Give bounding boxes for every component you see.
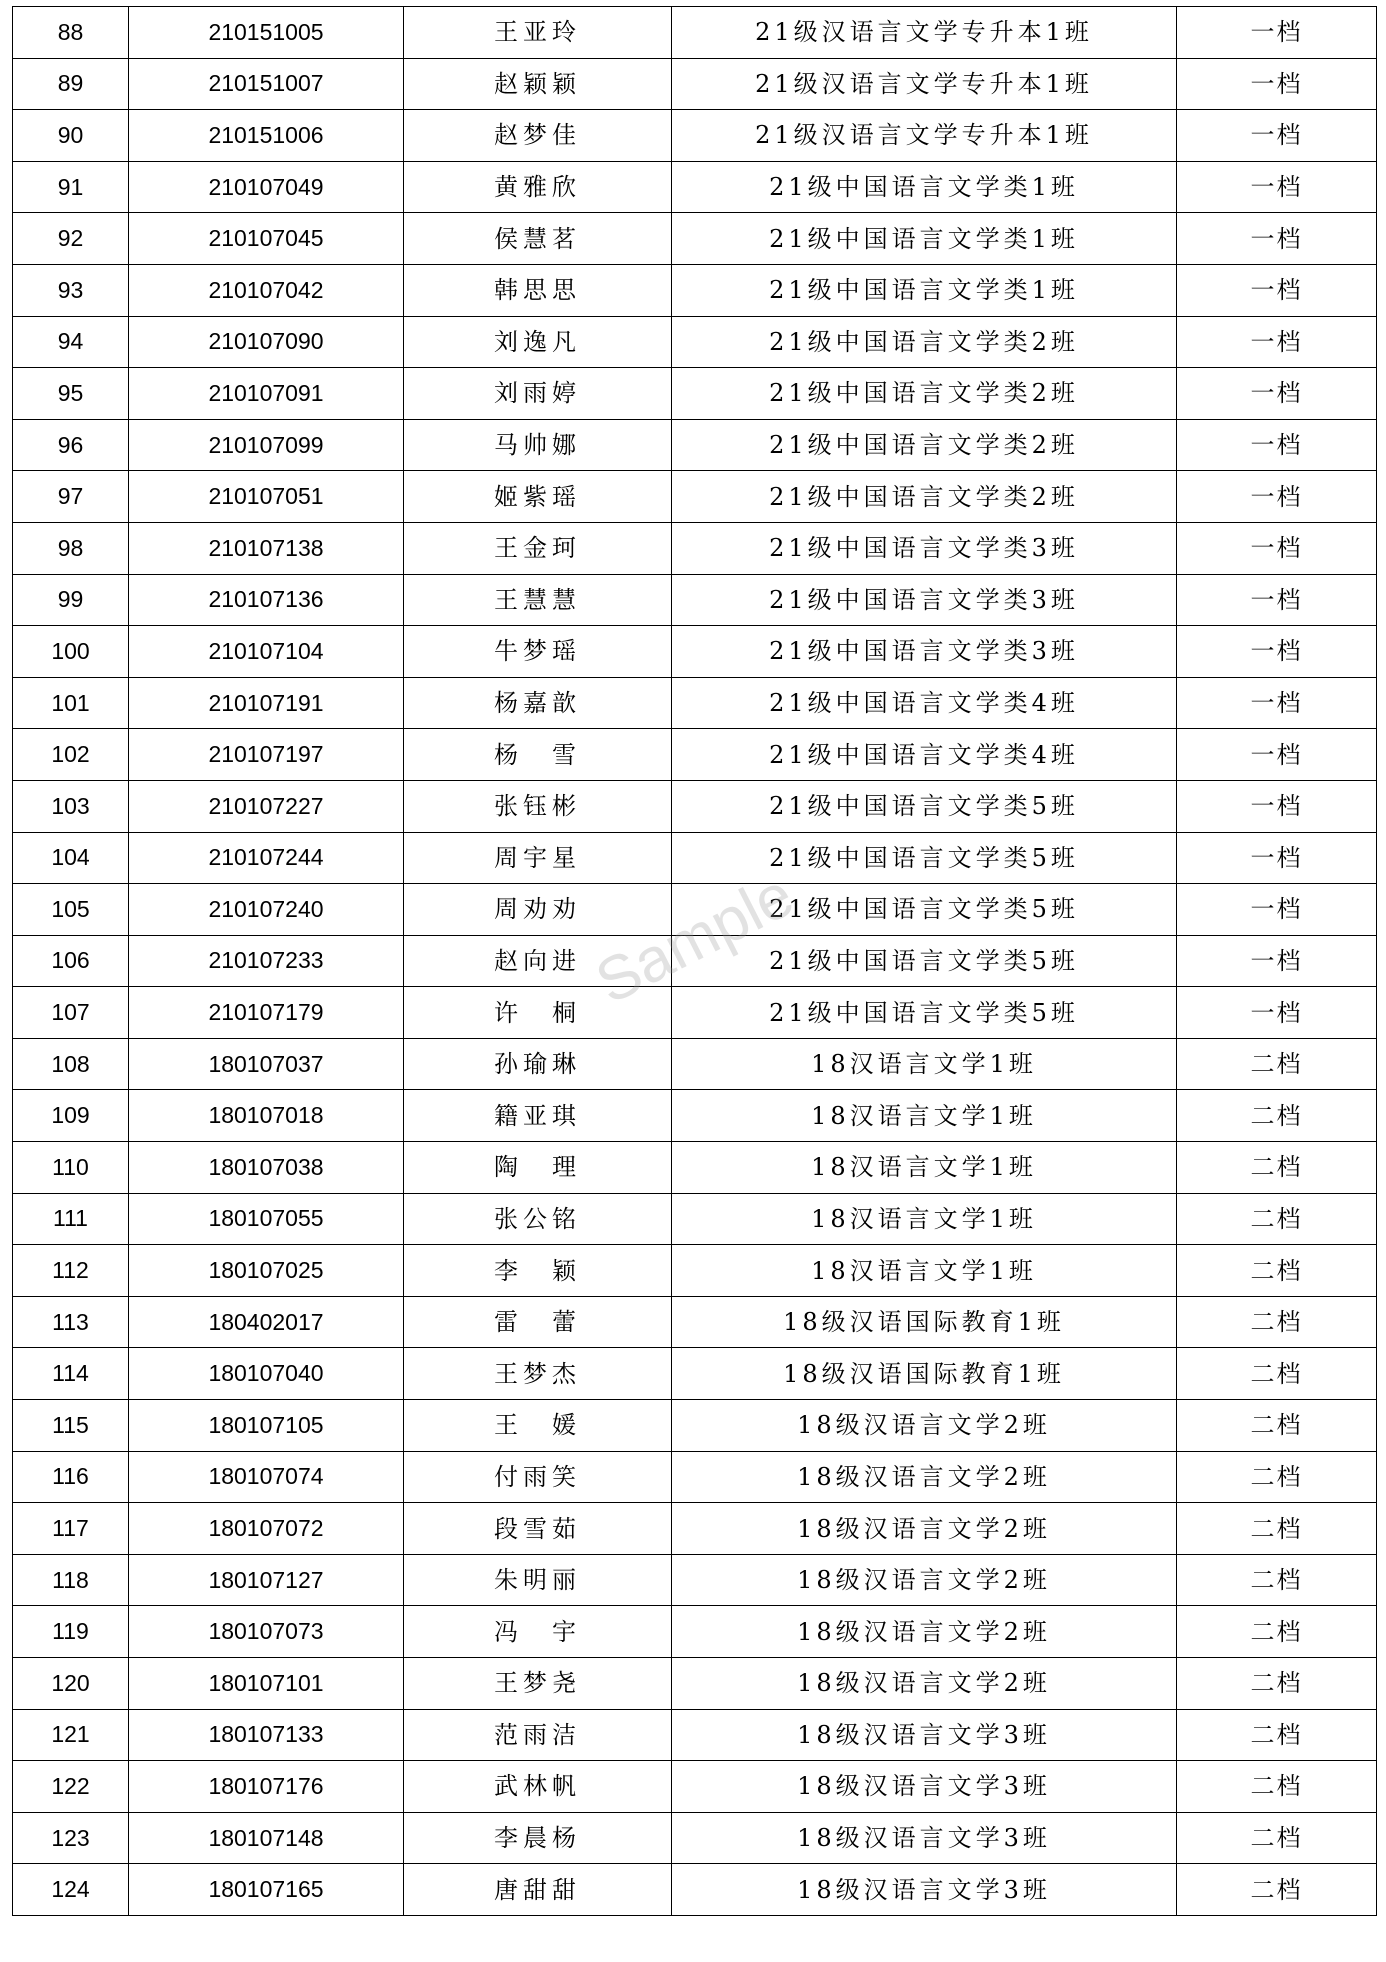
student-id: 210107042 xyxy=(129,264,404,316)
tier-level: 一档 xyxy=(1177,58,1377,110)
row-number: 100 xyxy=(13,626,129,678)
tier-level: 一档 xyxy=(1177,368,1377,420)
student-id: 180107025 xyxy=(129,1245,404,1297)
student-name: 唐甜甜 xyxy=(404,1864,672,1916)
tier-level: 一档 xyxy=(1177,677,1377,729)
student-name: 黄雅欣 xyxy=(404,161,672,213)
table-row xyxy=(13,368,1377,420)
table-row xyxy=(13,58,1377,110)
row-number: 96 xyxy=(13,419,129,471)
table-row xyxy=(13,471,1377,523)
tier-level: 二档 xyxy=(1177,1709,1377,1761)
row-number: 102 xyxy=(13,729,129,781)
student-name: 王慧慧 xyxy=(404,574,672,626)
class-name: 18汉语言文学1班 xyxy=(672,1090,1177,1142)
tier-level: 一档 xyxy=(1177,884,1377,936)
row-number: 89 xyxy=(13,58,129,110)
student-id: 180107018 xyxy=(129,1090,404,1142)
table-row xyxy=(13,1503,1377,1555)
tier-level: 一档 xyxy=(1177,419,1377,471)
row-number: 117 xyxy=(13,1503,129,1555)
tier-level: 一档 xyxy=(1177,110,1377,162)
student-name: 王 媛 xyxy=(404,1400,672,1452)
student-name: 段雪茹 xyxy=(404,1503,672,1555)
tier-level: 二档 xyxy=(1177,1606,1377,1658)
tier-level: 一档 xyxy=(1177,832,1377,884)
table-row xyxy=(13,935,1377,987)
row-number: 99 xyxy=(13,574,129,626)
student-name: 王金珂 xyxy=(404,522,672,574)
class-name: 21级中国语言文学类3班 xyxy=(672,626,1177,678)
student-id: 180107165 xyxy=(129,1864,404,1916)
table-row xyxy=(13,677,1377,729)
class-name: 21级中国语言文学类5班 xyxy=(672,935,1177,987)
student-id: 210107090 xyxy=(129,316,404,368)
row-number: 93 xyxy=(13,264,129,316)
class-name: 21级中国语言文学类1班 xyxy=(672,213,1177,265)
student-id: 210107197 xyxy=(129,729,404,781)
student-name: 籍亚琪 xyxy=(404,1090,672,1142)
row-number: 107 xyxy=(13,987,129,1039)
student-id: 180107127 xyxy=(129,1554,404,1606)
sample-watermark: Sample xyxy=(585,860,805,1018)
student-name: 刘逸凡 xyxy=(404,316,672,368)
table-row xyxy=(13,1193,1377,1245)
table-row xyxy=(13,1658,1377,1710)
table-row xyxy=(13,626,1377,678)
student-id: 210107049 xyxy=(129,161,404,213)
tier-level: 二档 xyxy=(1177,1761,1377,1813)
row-number: 90 xyxy=(13,110,129,162)
tier-level: 二档 xyxy=(1177,1864,1377,1916)
student-table xyxy=(12,6,1377,1916)
table-row xyxy=(13,7,1377,59)
row-number: 94 xyxy=(13,316,129,368)
table-row xyxy=(13,729,1377,781)
table-row xyxy=(13,161,1377,213)
tier-level: 二档 xyxy=(1177,1400,1377,1452)
class-name: 18汉语言文学1班 xyxy=(672,1142,1177,1194)
row-number: 105 xyxy=(13,884,129,936)
row-number: 98 xyxy=(13,522,129,574)
row-number: 103 xyxy=(13,780,129,832)
tier-level: 二档 xyxy=(1177,1245,1377,1297)
class-name: 21级汉语言文学专升本1班 xyxy=(672,7,1177,59)
tier-level: 一档 xyxy=(1177,471,1377,523)
student-name: 杨 雪 xyxy=(404,729,672,781)
student-name: 侯慧茗 xyxy=(404,213,672,265)
row-number: 101 xyxy=(13,677,129,729)
student-name: 杨嘉歆 xyxy=(404,677,672,729)
student-name: 冯 宇 xyxy=(404,1606,672,1658)
student-id: 210107045 xyxy=(129,213,404,265)
student-id: 210107244 xyxy=(129,832,404,884)
table-row xyxy=(13,1554,1377,1606)
class-name: 18级汉语国际教育1班 xyxy=(672,1348,1177,1400)
student-name: 朱明丽 xyxy=(404,1554,672,1606)
class-name: 18级汉语言文学2班 xyxy=(672,1606,1177,1658)
tier-level: 二档 xyxy=(1177,1090,1377,1142)
row-number: 115 xyxy=(13,1400,129,1452)
class-name: 21级中国语言文学类3班 xyxy=(672,574,1177,626)
table-row xyxy=(13,1864,1377,1916)
row-number: 124 xyxy=(13,1864,129,1916)
row-number: 116 xyxy=(13,1451,129,1503)
class-name: 18级汉语言文学2班 xyxy=(672,1400,1177,1452)
row-number: 106 xyxy=(13,935,129,987)
student-id: 180107101 xyxy=(129,1658,404,1710)
student-id: 210151007 xyxy=(129,58,404,110)
class-name: 18级汉语言文学2班 xyxy=(672,1554,1177,1606)
tier-level: 二档 xyxy=(1177,1038,1377,1090)
row-number: 120 xyxy=(13,1658,129,1710)
student-id: 210107233 xyxy=(129,935,404,987)
tier-level: 一档 xyxy=(1177,626,1377,678)
table-row xyxy=(13,884,1377,936)
student-id: 210107099 xyxy=(129,419,404,471)
student-id: 210107191 xyxy=(129,677,404,729)
class-name: 18级汉语言文学2班 xyxy=(672,1451,1177,1503)
table-row xyxy=(13,1296,1377,1348)
class-name: 18级汉语言文学3班 xyxy=(672,1812,1177,1864)
student-name: 马帅娜 xyxy=(404,419,672,471)
row-number: 112 xyxy=(13,1245,129,1297)
class-name: 21级中国语言文学类4班 xyxy=(672,677,1177,729)
student-id: 210107051 xyxy=(129,471,404,523)
table-row xyxy=(13,1038,1377,1090)
row-number: 121 xyxy=(13,1709,129,1761)
student-name: 范雨洁 xyxy=(404,1709,672,1761)
row-number: 97 xyxy=(13,471,129,523)
row-number: 119 xyxy=(13,1606,129,1658)
student-id: 210107138 xyxy=(129,522,404,574)
table-row xyxy=(13,574,1377,626)
tier-level: 一档 xyxy=(1177,161,1377,213)
table-body xyxy=(13,7,1377,1916)
class-name: 18汉语言文学1班 xyxy=(672,1193,1177,1245)
table-row xyxy=(13,1761,1377,1813)
class-name: 21级中国语言文学类4班 xyxy=(672,729,1177,781)
student-id: 210107091 xyxy=(129,368,404,420)
student-name: 赵颖颖 xyxy=(404,58,672,110)
student-name: 雷 蕾 xyxy=(404,1296,672,1348)
student-id: 180107176 xyxy=(129,1761,404,1813)
class-name: 21级汉语言文学专升本1班 xyxy=(672,110,1177,162)
student-name: 王亚玲 xyxy=(404,7,672,59)
tier-level: 二档 xyxy=(1177,1658,1377,1710)
student-id: 180107040 xyxy=(129,1348,404,1400)
row-number: 109 xyxy=(13,1090,129,1142)
student-id: 180107072 xyxy=(129,1503,404,1555)
student-name: 周宇星 xyxy=(404,832,672,884)
table-row xyxy=(13,1142,1377,1194)
table-row xyxy=(13,1812,1377,1864)
student-name: 李 颖 xyxy=(404,1245,672,1297)
tier-level: 二档 xyxy=(1177,1503,1377,1555)
table-row xyxy=(13,1090,1377,1142)
class-name: 21级中国语言文学类2班 xyxy=(672,368,1177,420)
class-name: 21级汉语言文学专升本1班 xyxy=(672,58,1177,110)
table-row xyxy=(13,522,1377,574)
tier-level: 一档 xyxy=(1177,213,1377,265)
class-name: 18级汉语言文学2班 xyxy=(672,1658,1177,1710)
student-id: 210151006 xyxy=(129,110,404,162)
tier-level: 二档 xyxy=(1177,1812,1377,1864)
tier-level: 二档 xyxy=(1177,1296,1377,1348)
student-id: 180402017 xyxy=(129,1296,404,1348)
student-id: 210107136 xyxy=(129,574,404,626)
class-name: 21级中国语言文学类2班 xyxy=(672,316,1177,368)
tier-level: 一档 xyxy=(1177,935,1377,987)
student-table-sheet xyxy=(12,6,1376,1940)
table-row xyxy=(13,264,1377,316)
student-name: 王梦杰 xyxy=(404,1348,672,1400)
table-row xyxy=(13,832,1377,884)
row-number: 91 xyxy=(13,161,129,213)
tier-level: 一档 xyxy=(1177,729,1377,781)
class-name: 21级中国语言文学类5班 xyxy=(672,884,1177,936)
table-row xyxy=(13,316,1377,368)
tier-level: 一档 xyxy=(1177,264,1377,316)
class-name: 21级中国语言文学类5班 xyxy=(672,780,1177,832)
table-row xyxy=(13,1606,1377,1658)
class-name: 18级汉语言文学3班 xyxy=(672,1864,1177,1916)
table-row xyxy=(13,987,1377,1039)
student-id: 180107105 xyxy=(129,1400,404,1452)
student-name: 张公铭 xyxy=(404,1193,672,1245)
row-number: 88 xyxy=(13,7,129,59)
table-row xyxy=(13,1348,1377,1400)
class-name: 21级中国语言文学类2班 xyxy=(672,419,1177,471)
student-name: 武林帆 xyxy=(404,1761,672,1813)
row-number: 118 xyxy=(13,1554,129,1606)
tier-level: 二档 xyxy=(1177,1451,1377,1503)
student-id: 210151005 xyxy=(129,7,404,59)
table-row xyxy=(13,1400,1377,1452)
student-id: 210107179 xyxy=(129,987,404,1039)
tier-level: 一档 xyxy=(1177,522,1377,574)
student-name: 孙瑜琳 xyxy=(404,1038,672,1090)
student-id: 180107133 xyxy=(129,1709,404,1761)
class-name: 18级汉语国际教育1班 xyxy=(672,1296,1177,1348)
tier-level: 一档 xyxy=(1177,780,1377,832)
student-id: 180107055 xyxy=(129,1193,404,1245)
row-number: 110 xyxy=(13,1142,129,1194)
tier-level: 一档 xyxy=(1177,987,1377,1039)
table-row xyxy=(13,1709,1377,1761)
table-row xyxy=(13,419,1377,471)
row-number: 111 xyxy=(13,1193,129,1245)
row-number: 92 xyxy=(13,213,129,265)
class-name: 21级中国语言文学类1班 xyxy=(672,264,1177,316)
table-row xyxy=(13,1451,1377,1503)
table-row xyxy=(13,213,1377,265)
row-number: 123 xyxy=(13,1812,129,1864)
student-id: 180107038 xyxy=(129,1142,404,1194)
class-name: 18级汉语言文学2班 xyxy=(672,1503,1177,1555)
student-name: 张钰彬 xyxy=(404,780,672,832)
row-number: 95 xyxy=(13,368,129,420)
student-id: 180107073 xyxy=(129,1606,404,1658)
student-name: 赵向进 xyxy=(404,935,672,987)
student-id: 210107240 xyxy=(129,884,404,936)
class-name: 18汉语言文学1班 xyxy=(672,1245,1177,1297)
row-number: 108 xyxy=(13,1038,129,1090)
tier-level: 二档 xyxy=(1177,1554,1377,1606)
row-number: 113 xyxy=(13,1296,129,1348)
tier-level: 一档 xyxy=(1177,574,1377,626)
row-number: 114 xyxy=(13,1348,129,1400)
student-id: 180107148 xyxy=(129,1812,404,1864)
class-name: 21级中国语言文学类3班 xyxy=(672,522,1177,574)
student-name: 姬紫瑶 xyxy=(404,471,672,523)
row-number: 104 xyxy=(13,832,129,884)
table-row xyxy=(13,780,1377,832)
student-id: 180107074 xyxy=(129,1451,404,1503)
student-name: 许 桐 xyxy=(404,987,672,1039)
student-name: 赵梦佳 xyxy=(404,110,672,162)
table-row xyxy=(13,110,1377,162)
class-name: 18级汉语言文学3班 xyxy=(672,1709,1177,1761)
tier-level: 一档 xyxy=(1177,7,1377,59)
student-name: 付雨笑 xyxy=(404,1451,672,1503)
row-number: 122 xyxy=(13,1761,129,1813)
tier-level: 一档 xyxy=(1177,316,1377,368)
class-name: 18汉语言文学1班 xyxy=(672,1038,1177,1090)
student-id: 210107104 xyxy=(129,626,404,678)
student-name: 王梦尧 xyxy=(404,1658,672,1710)
student-name: 刘雨婷 xyxy=(404,368,672,420)
class-name: 18级汉语言文学3班 xyxy=(672,1761,1177,1813)
student-name: 牛梦瑶 xyxy=(404,626,672,678)
student-name: 韩思思 xyxy=(404,264,672,316)
table-row xyxy=(13,1245,1377,1297)
class-name: 21级中国语言文学类5班 xyxy=(672,987,1177,1039)
student-id: 210107227 xyxy=(129,780,404,832)
student-name: 陶 理 xyxy=(404,1142,672,1194)
tier-level: 二档 xyxy=(1177,1142,1377,1194)
tier-level: 二档 xyxy=(1177,1348,1377,1400)
tier-level: 二档 xyxy=(1177,1193,1377,1245)
student-id: 180107037 xyxy=(129,1038,404,1090)
student-name: 周劝劝 xyxy=(404,884,672,936)
student-name: 李晨杨 xyxy=(404,1812,672,1864)
class-name: 21级中国语言文学类1班 xyxy=(672,161,1177,213)
class-name: 21级中国语言文学类5班 xyxy=(672,832,1177,884)
class-name: 21级中国语言文学类2班 xyxy=(672,471,1177,523)
